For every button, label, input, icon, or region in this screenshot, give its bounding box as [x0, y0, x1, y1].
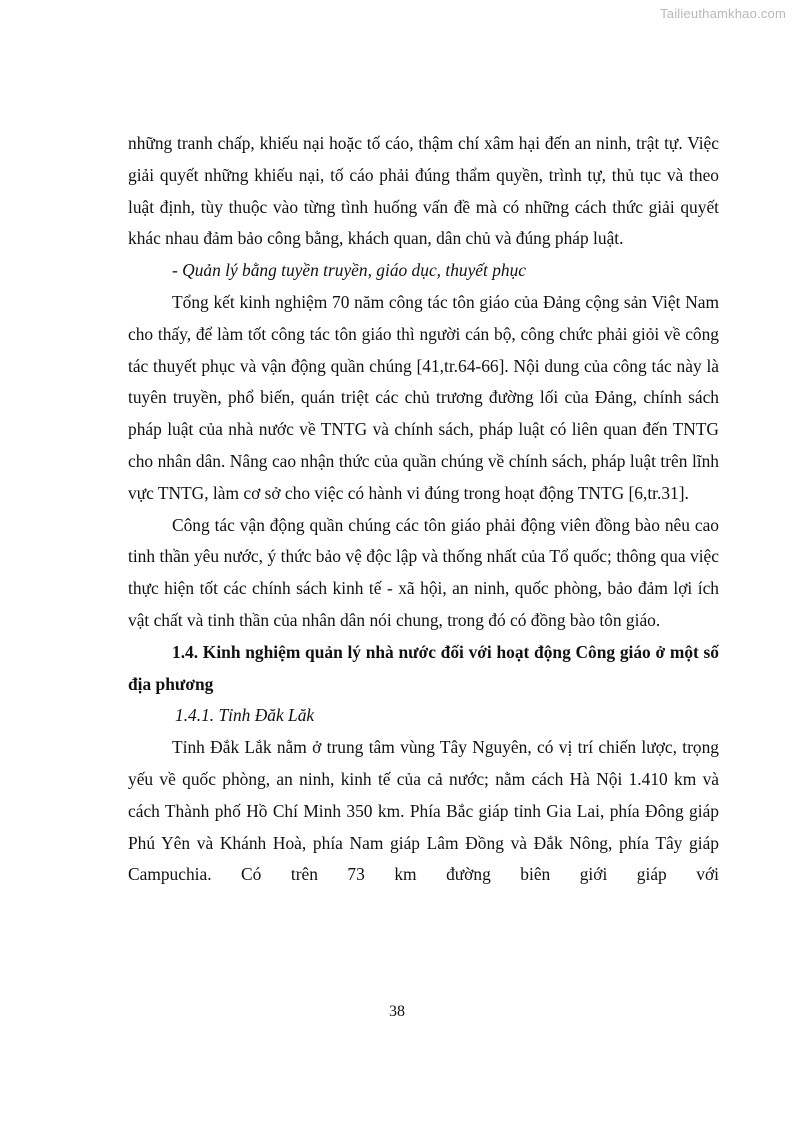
italic-subpoint: - Quản lý bằng tuyền truyền, giáo dục, thuyết phục — [172, 260, 527, 281]
paragraph-summary-experience: Tổng kết kinh nghiệm 70 năm công tác tôn giáo của Đảng cộng sản Việt Nam cho thấy, để làm tốt công tác tôn giáo thì người cán bộ, công chức phải giỏi về công tác thuyết phục và vận động quần chúng [41,tr.64-66]. Nội dung của công tác này là tuyên truyền, phổ biến, quán triệt các chủ trương đường lối của Đảng, chính sách pháp luật của nhà nước về TNTG và chính sách, pháp luật có liên quan đến TNTG cho nhân dân. Nâng cao nhận thức của quần chúng về chính sách, pháp luật trên lĩnh vực TNTG, làm cơ sở cho việc có hành vi đúng trong hoạt động TNTG [6,tr.31]. — [128, 291, 719, 503]
document-body — [128, 128, 719, 891]
paragraph-daklak: Tỉnh Đắk Lắk nằm ở trung tâm vùng Tây Nguyên, có vị trí chiến lược, trọng yếu về quốc phòng, an ninh, kinh tế của cả nước; nằm cách Hà Nội 1.410 km và cách Thành phố Hồ Chí Minh 350 km. Phía Bắc giáp tỉnh Gia Lai, phía Đông giáp Phú Yên và Khánh Hoà, phía Nam giáp Lâm Đồng và Đắk Nông, phía Tây giáp Campuchia. Có trên 73 km đường biên giới giáp với — [128, 737, 719, 885]
watermark: Tailieuthamkhao.com — [660, 6, 786, 21]
section-heading: 1.4. Kinh nghiệm quản lý nhà nước đối với hoạt động Công giáo ở một số địa phương — [128, 641, 719, 694]
page-number: 38 — [389, 1003, 405, 1020]
paragraph-complaints: những tranh chấp, khiếu nại hoặc tố cáo, thậm chí xâm hại đến an ninh, trật tự. Việc giải quyết những khiếu nại, tố cáo phải đúng thẩm quyền, trình tự, thủ tục và theo luật định, tùy thuộc vào từng tình huống vấn đề mà có những cách thức giải quyết khác nhau đảm bảo công bằng, khách quan, dân chủ và đúng pháp luật. — [128, 133, 719, 249]
paragraph-mass-mobilization: Công tác vận động quần chúng các tôn giáo phải động viên đồng bào nêu cao tinh thần yêu nước, ý thức bảo vệ độc lập và thống nhất của Tổ quốc; thông qua việc thực hiện tốt các chính sách kinh tế - xã hội, an ninh, quốc phòng, bảo đảm lợi ích vật chất và tinh thần của nhân dân nói chung, trong đó có đồng bào tôn giáo. — [128, 514, 719, 630]
subsection-heading: 1.4.1. Tỉnh Đăk Lăk — [175, 705, 315, 726]
